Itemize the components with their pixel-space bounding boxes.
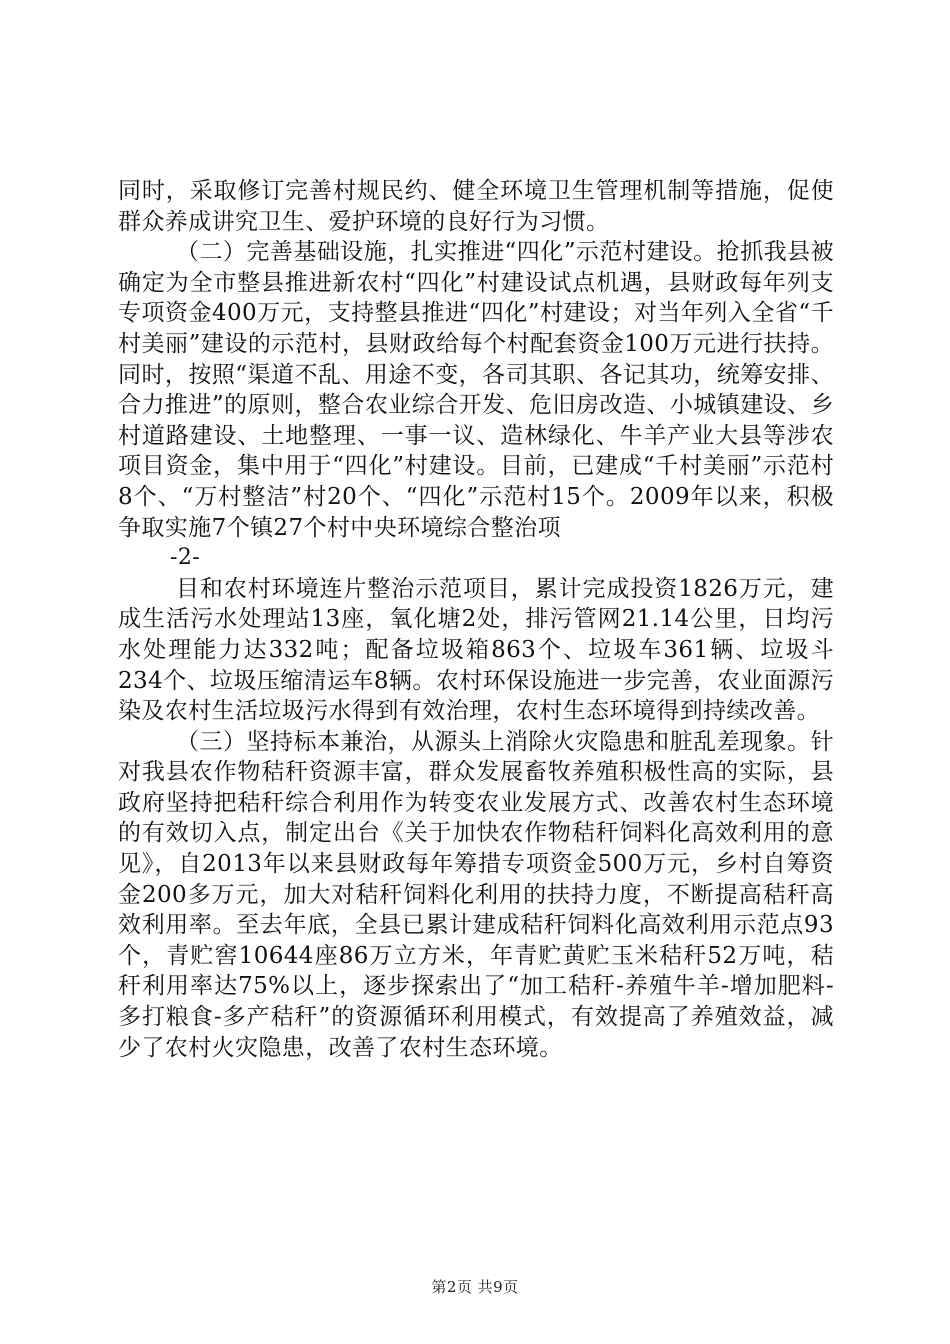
paragraph-section-two-continued: 目和农村环境连片整治示范项目，累计完成投资1826万元，建成生活污水处理站13座，氧化塘2处，排污管网21.14公里，日均污水处理能力达332吨；配备垃圾箱863个、垃圾车361辆、垃圾斗234个、垃圾压缩清运车8辆。农村环保设施进一步完善，农业面源污染及农村生活垃圾污水得到有效治理，农村生态环境得到持续改善。	[118, 575, 834, 725]
paragraph-continuation: 同时，采取修订完善村规民约、健全环境卫生管理机制等措施，促使群众养成讲究卫生、爱护环境的良好行为习惯。	[118, 178, 834, 235]
document-body	[118, 176, 834, 1063]
paragraph-section-three: （三）坚持标本兼治，从源头上消除火灾隐患和脏乱差现象。针对我县农作物秸秆资源丰富，群众发展畜牧养殖积极性高的实际，县政府坚持把秸秆综合利用作为转变农业发展方式、改善农村生态环境的有效切入点，制定出台《关于加快农作物秸秆饲料化高效利用的意见》，自2013年以来县财政每年筹措专项资金500万元，乡村自筹资金200多万元，加大对秸秆饲料化利用的扶持力度，不断提高秸秆高效利用率。至去年底，全县已累计建成秸秆饲料化高效利用示范点93个，青贮窖10644座86万立方米，年青贮黄贮玉米秸秆52万吨，秸秆利用率达75%以上，逐步探索出了“加工秸秆-养殖牛羊-增加肥料-多打粮食-多产秸秆”的资源循环利用模式，有效提高了养殖效益，减少了农村火灾隐患，改善了农村生态环境。	[118, 728, 834, 1061]
inline-page-marker: -2-	[170, 545, 201, 571]
page-footer: 第2页 共9页	[431, 1278, 519, 1296]
paragraph-section-two: （二）完善基础设施，扎实推进“四化”示范村建设。抢抓我县被确定为全市整县推进新农村“四化”村建设试点机遇，县财政每年列支专项资金400万元，支持整县推进“四化”村建设；对当年列入全省“千村美丽”建设的示范村，县财政给每个村配套资金100万元进行扶持。同时，按照“渠道不乱、用途不变，各司其职、各记其功，统筹安排、合力推进”的原则，整合农业综合开发、危旧房改造、小城镇建设、乡村道路建设、土地整理、一事一议、造林绿化、牛羊产业大县等涉农项目资金，集中用于“四化”村建设。目前，已建成“千村美丽”示范村8个、“万村整洁”村20个、“四化”示范村15个。2009年以来，积极争取实施7个镇27个村中央环境综合整治项	[118, 239, 834, 541]
